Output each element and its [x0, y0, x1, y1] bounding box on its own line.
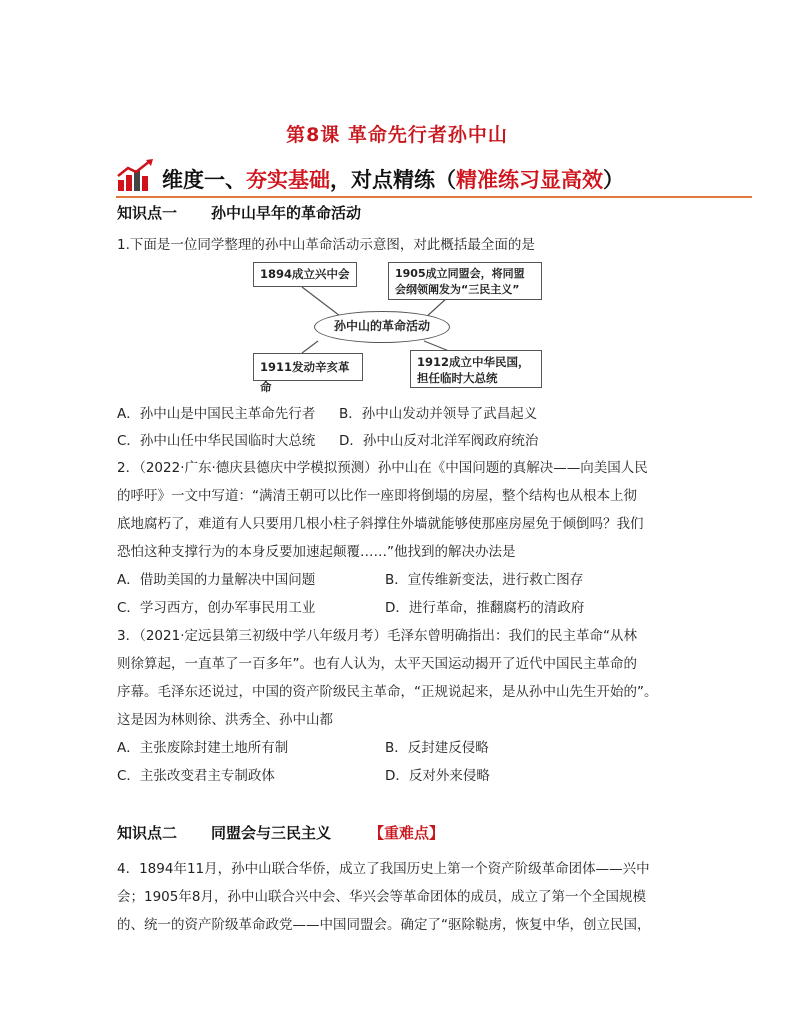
q1-option-d: D．孙中山反对北洋军阀政府统治 — [339, 433, 539, 449]
dimension-highlight: 夯实基础 — [246, 168, 330, 192]
diagram-center-ellipse: 孙中山的革命活动 — [314, 311, 450, 343]
diagram-box-1911: 1911发动辛亥革命 — [253, 353, 363, 381]
q2-option-a: A．借助美国的力量解决中国问题 — [117, 572, 316, 588]
diagram-box-1912: 1912成立中华民国， 担任临时大总统 — [410, 350, 542, 388]
kp1-label: 知识点一 — [117, 204, 178, 222]
knowledge-point-2-heading — [117, 822, 444, 843]
diagram-box-1894: 1894成立兴中会 — [253, 262, 357, 287]
page-title: 第8课 革命先行者孙中山 — [286, 124, 508, 146]
diagram-box-1905: 1905成立同盟会，将同盟 会纲领阐发为“三民主义” — [388, 262, 542, 300]
q2-option-b: B．宣传维新变法，进行救亡图存 — [385, 572, 584, 588]
q1-option-a: A．孙中山是中国民主革命先行者 — [117, 406, 316, 422]
q2-line-4: 恐怕这种支撑行为的本身反要加速起颠覆……”他找到的解决办法是 — [117, 544, 516, 560]
dimension-prefix: 维度一、 — [162, 168, 246, 192]
q1-option-c: C．孙中山任中华民国临时大总统 — [117, 433, 316, 449]
dimension-highlight2: 精准练习显高效 — [456, 168, 603, 192]
q2-option-c: C．学习西方，创办军事民用工业 — [117, 600, 316, 616]
q1-diagram — [248, 257, 548, 394]
q2-line-1: 2．（2022·广东·德庆县德庆中学模拟预测）孙中山在《中国问题的真解决——向美国人民 — [117, 460, 648, 476]
q2-line-2: 的呼吁》一文中写道：“满清王朝可以比作一座即将倒塌的房屋，整个结构也从根本上彻 — [117, 488, 637, 504]
q3-option-b: B．反封建反侵略 — [385, 740, 489, 756]
bar-chart-growth-icon — [116, 158, 156, 192]
q3-line-2: 则徐算起，一直革了一百多年”。也有人认为，太平天国运动揭开了近代中国民主革命的 — [117, 656, 637, 672]
q1-option-b: B．孙中山发动并领导了武昌起义 — [339, 406, 538, 422]
dimension-heading — [162, 164, 624, 194]
kp2-label: 知识点二 — [117, 824, 178, 842]
dimension-suffix: ） — [603, 168, 624, 192]
q2-option-d: D．进行革命，推翻腐朽的清政府 — [385, 600, 585, 616]
q4-line-1: 4．1894年11月，孙中山联合华侨，成立了我国历史上第一个资产阶级革命团体——兴中 — [117, 861, 650, 877]
q3-line-4: 这是因为林则徐、洪秀全、孙中山都 — [117, 712, 333, 728]
q3-option-a: A．主张废除封建土地所有制 — [117, 740, 289, 756]
kp2-tag: 【重难点】 — [369, 824, 445, 842]
kp1-title: 孙中山早年的革命活动 — [211, 204, 362, 222]
q3-option-d: D．反对外来侵略 — [385, 768, 490, 784]
divider — [116, 196, 752, 198]
q4-line-3: 的、统一的资产阶级革命政党——中国同盟会。确定了“驱除鞑虏，恢复中华，创立民国， — [117, 917, 651, 933]
q2-line-3: 底地腐朽了，难道有人只要用几根小柱子斜撑住外墙就能够使那座房屋免于倾倒吗？我们 — [117, 516, 644, 532]
q3-line-3: 序幕。毛泽东还说过，中国的资产阶级民主革命，“正规说起来，是从孙中山先生开始的”。 — [117, 684, 658, 700]
q3-option-c: C．主张改变君主专制政体 — [117, 768, 275, 784]
dimension-middle: ，对点精练（ — [330, 168, 456, 192]
knowledge-point-1-heading — [117, 202, 361, 223]
q3-line-1: 3．（2021·定远县第三初级中学八年级月考）毛泽东曾明确指出：我们的民主革命“从林 — [117, 628, 637, 644]
kp2-title: 同盟会与三民主义 — [211, 824, 332, 842]
q4-line-2: 会；1905年8月，孙中山联合兴中会、华兴会等革命团体的成员，成立了第一个全国规模 — [117, 889, 646, 905]
q1-stem: 1.下面是一位同学整理的孙中山革命活动示意图，对此概括最全面的是 — [117, 237, 535, 253]
